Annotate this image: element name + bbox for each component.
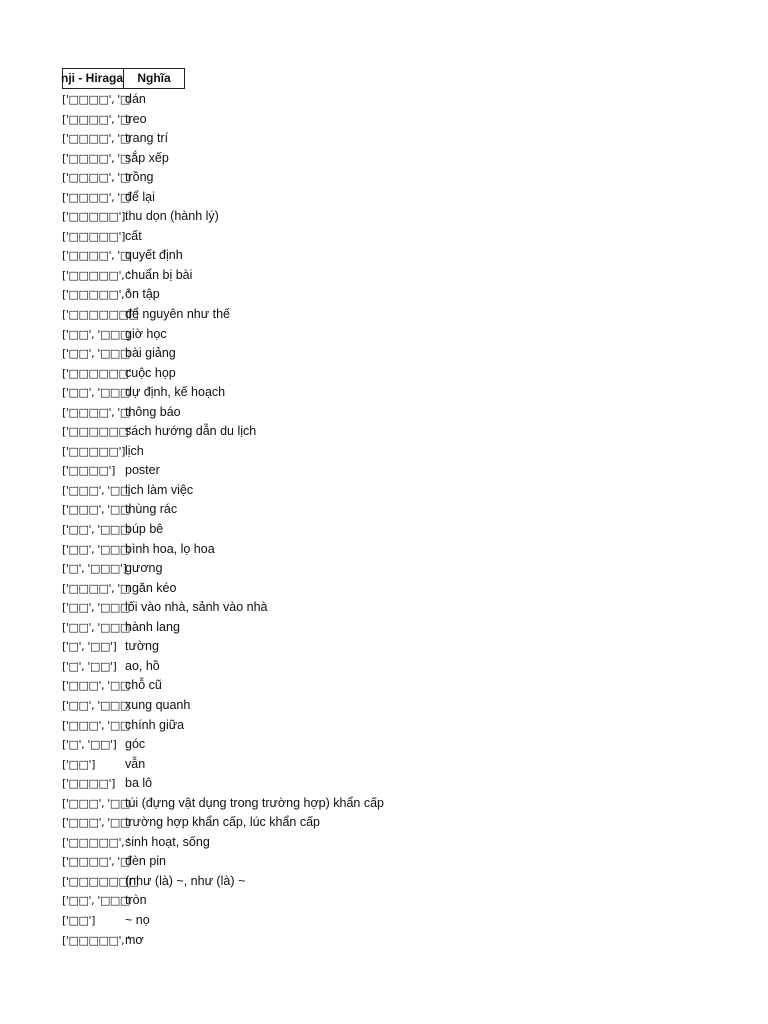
kanji-hiragana-cell: ['□', '□□']: [62, 640, 117, 654]
meaning-cell: thùng rác: [125, 502, 178, 517]
table-row: [62, 364, 662, 384]
meaning-cell: đèn pin: [125, 854, 167, 869]
table-row: [62, 500, 662, 520]
meaning-cell: sách hướng dẫn du lịch: [125, 424, 257, 439]
table-header: [62, 68, 662, 88]
meaning-cell: ~ nọ: [125, 912, 150, 927]
kanji-hiragana-cell: ['□□']: [62, 757, 96, 771]
meaning-cell: trường hợp khẩn cấp, lúc khẩn cấp: [125, 815, 321, 830]
table-row: [62, 481, 662, 501]
table-row: [62, 461, 662, 481]
kanji-hiragana-cell: ['□□', '□□□: [62, 698, 130, 712]
kanji-hiragana-cell: ['□□', '□□□: [62, 327, 130, 341]
table-body: [62, 90, 662, 950]
table-row: [62, 285, 662, 305]
kanji-hiragana-cell: ['□□□', '□□: [62, 483, 130, 497]
meaning-cell: vẫn: [125, 756, 146, 771]
table-row: [62, 403, 662, 423]
kanji-hiragana-cell: ['□', '□□□']: [62, 562, 127, 576]
meaning-cell: để nguyên như thế: [125, 307, 230, 322]
table-row: [62, 110, 662, 130]
table-row: [62, 168, 662, 188]
meaning-cell: trồng: [125, 170, 154, 185]
table-row: [62, 911, 662, 931]
kanji-hiragana-cell: ['□□']: [62, 913, 96, 927]
meaning-cell: lịch: [125, 443, 144, 458]
meaning-cell: búp bê: [125, 522, 164, 537]
table-row: [62, 246, 662, 266]
kanji-hiragana-cell: ['□□', '□□□: [62, 386, 130, 400]
meaning-cell: treo: [125, 111, 147, 126]
meaning-cell: trang trí: [125, 131, 169, 146]
table-row: [62, 579, 662, 599]
table-row: [62, 344, 662, 364]
table-row: [62, 227, 662, 247]
table-row: [62, 442, 662, 462]
kanji-hiragana-cell: ['□', '□□']: [62, 738, 117, 752]
kanji-hiragana-cell: ['□□□□', '□: [62, 249, 130, 263]
meaning-cell: giờ học: [125, 326, 167, 341]
kanji-hiragana-cell: ['□□', '□□□: [62, 347, 130, 361]
meaning-cell: quyết định: [125, 248, 183, 263]
table-row: [62, 735, 662, 755]
meaning-cell: tường: [125, 639, 159, 654]
table-row: [62, 676, 662, 696]
kanji-hiragana-cell: ['□□□□', '□: [62, 112, 130, 126]
meaning-cell: cuộc họp: [125, 365, 176, 380]
kanji-hiragana-cell: ['□□□', '□□: [62, 796, 130, 810]
table-row: [62, 188, 662, 208]
kanji-hiragana-cell: ['□□□', '□□: [62, 718, 130, 732]
table-row: [62, 891, 662, 911]
kanji-hiragana-cell: ['□□□□', '□: [62, 132, 130, 146]
kanji-hiragana-cell: ['□□□□', '□: [62, 581, 130, 595]
kanji-hiragana-cell: ['□□□□□', ': [62, 288, 130, 302]
table-row: [62, 852, 662, 872]
kanji-hiragana-cell: ['□□□□', '□: [62, 190, 130, 204]
kanji-hiragana-cell: ['□□□□□']: [62, 444, 125, 458]
table-row: [62, 520, 662, 540]
kanji-hiragana-cell: ['□□□', '□□: [62, 503, 130, 517]
kanji-hiragana-cell: ['□□□□□□': [62, 366, 132, 380]
meaning-cell: gương: [125, 561, 163, 576]
meaning-cell: xung quanh: [125, 697, 191, 712]
kanji-hiragana-cell: ['□□□□', '□: [62, 171, 130, 185]
table-row: [62, 559, 662, 579]
meaning-cell: chỗ cũ: [125, 678, 162, 693]
kanji-hiragana-cell: ['□□□□', '□: [62, 93, 130, 106]
table-row: [62, 657, 662, 677]
table-row: [62, 305, 662, 325]
table-row: [62, 129, 662, 149]
meaning-cell: lịch làm việc: [125, 482, 194, 497]
kanji-hiragana-cell: ['□□', '□□□: [62, 620, 130, 634]
kanji-hiragana-cell: ['□□□□□']: [62, 210, 125, 224]
meaning-cell: cất: [125, 228, 142, 243]
kanji-hiragana-cell: ['□□□□']: [62, 777, 116, 791]
kanji-hiragana-cell: ['□□□', '□□: [62, 679, 130, 693]
table-row: [62, 774, 662, 794]
kanji-hiragana-cell: ['□□□□']: [62, 464, 116, 478]
meaning-cell: chính giữa: [125, 717, 185, 732]
meaning-cell: thu dọn (hành lý): [125, 209, 219, 224]
meaning-cell: ao, hồ: [125, 658, 160, 673]
header-meaning: Nghĩa: [124, 68, 185, 89]
meaning-cell: sinh hoạt, sống: [125, 834, 210, 849]
table-row: [62, 716, 662, 736]
meaning-cell: ôn tập: [125, 287, 160, 302]
meaning-cell: thông báo: [125, 404, 181, 419]
kanji-hiragana-cell: ['□□□□', '□: [62, 405, 130, 419]
kanji-hiragana-cell: ['□□□□', '□: [62, 151, 130, 165]
meaning-cell: sắp xếp: [125, 150, 169, 165]
meaning-cell: để lại: [125, 189, 155, 204]
kanji-hiragana-cell: ['□□', '□□□: [62, 894, 130, 908]
table-row: [62, 755, 662, 775]
meaning-cell: bình hoa, lọ hoa: [125, 541, 215, 556]
kanji-hiragana-cell: ['□', '□□']: [62, 659, 117, 673]
table-row: [62, 207, 662, 227]
kanji-hiragana-cell: ['□□□□□', ': [62, 933, 130, 947]
table-row: [62, 90, 662, 110]
meaning-cell: bài giảng: [125, 346, 176, 361]
meaning-cell: ba lô: [125, 776, 153, 791]
meaning-cell: mơ: [125, 932, 144, 947]
kanji-hiragana-cell: ['□□□□□□': [62, 425, 132, 439]
meaning-cell: poster: [125, 463, 160, 478]
kanji-hiragana-cell: ['□□□', '□□: [62, 816, 130, 830]
table-row: [62, 383, 662, 403]
meaning-cell: góc: [125, 737, 146, 752]
vocabulary-table: [62, 68, 662, 950]
meaning-cell: túi (đựng vật dụng trong trường hợp) khẩn cấp: [125, 795, 384, 810]
table-row: [62, 618, 662, 638]
kanji-hiragana-cell: ['□□□□□', ': [62, 835, 130, 849]
kanji-hiragana-cell: ['□□', '□□□: [62, 542, 130, 556]
meaning-cell: chuẩn bị bài: [125, 267, 193, 282]
kanji-hiragana-cell: ['□□', '□□□: [62, 601, 130, 615]
meaning-cell: lối vào nhà, sảnh vào nhà: [125, 600, 268, 615]
table-row: [62, 872, 662, 892]
table-row: [62, 833, 662, 853]
table-row: [62, 325, 662, 345]
meaning-cell: dự định, kế hoạch: [125, 385, 226, 400]
kanji-hiragana-cell: ['□□□□□□□: [62, 308, 139, 322]
kanji-hiragana-cell: ['□□□□', '□: [62, 855, 130, 869]
table-row: [62, 422, 662, 442]
kanji-hiragana-cell: ['□□□□□', ': [62, 268, 130, 282]
table-row: [62, 598, 662, 618]
table-row: [62, 266, 662, 286]
kanji-hiragana-cell: ['□□', '□□□: [62, 523, 130, 537]
table-row: [62, 149, 662, 169]
meaning-cell: ngăn kéo: [125, 580, 177, 595]
meaning-cell: dán: [125, 92, 146, 106]
meaning-cell: hành lang: [125, 619, 180, 634]
kanji-hiragana-cell: ['□□□□□']: [62, 229, 125, 243]
meaning-cell: tròn: [125, 893, 147, 908]
table-row: [62, 540, 662, 560]
meaning-cell: (như (là) ~, như (là) ~: [125, 873, 246, 888]
table-row: [62, 813, 662, 833]
table-row: [62, 637, 662, 657]
table-row: [62, 794, 662, 814]
header-kanji-hiragana: nji - Hiraga: [62, 68, 124, 89]
table-row: [62, 931, 662, 951]
table-row: [62, 696, 662, 716]
kanji-hiragana-cell: ['□□□□□□□: [62, 874, 139, 888]
